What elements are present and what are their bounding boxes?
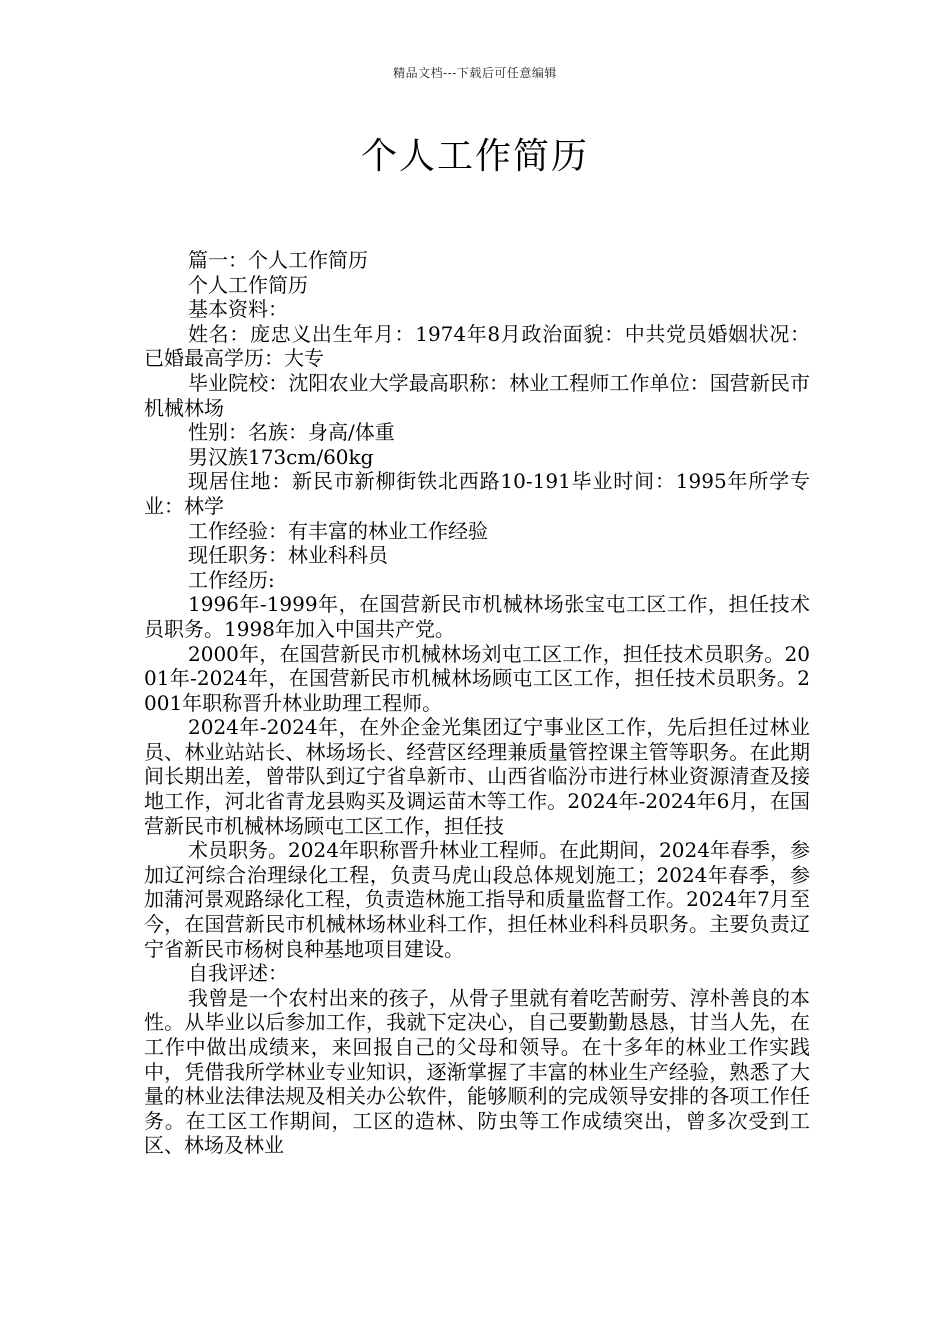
self-assessment-label: 自我评述：	[188, 961, 288, 986]
work-history-paragraph: 2000年，在国营新民市机械林场刘屯工区工作，担任技术员职务。2001年-2024年，在国营新民市机械林场顾屯工区工作，担任技术员职务。2001年职称晋升林业助理工程师。	[144, 641, 810, 715]
section-heading: 篇一：个人工作简历	[188, 248, 368, 272]
self-assessment-paragraph: 我曾是一个农村出来的孩子，从骨子里就有着吃苦耐劳、淳朴善良的本性。从毕业以后参加工作，我就下定决心，自己要勤勤恳恳，甘当人先，在工作中做出成绩来，来回报自己的父母和领导。在十多年的林业工作实践中，凭借我所学林业专业知识，逐渐掌握了丰富的林业生产经验，熟悉了大量的林业法律法规及相关办公软件，能够顺利的完成领导安排的各项工作任务。在工区工作期间，工区的造林、防虫等工作成绩突出，曾多次受到工区、林场及林业	[144, 985, 810, 1158]
attributes-value-line: 男汉族173cm/60kg	[188, 444, 374, 469]
document-body	[144, 248, 810, 1158]
work-history-paragraph: 1996年-1999年，在国营新民市机械林场张宝屯工区工作，担任技术员职务。1998年加入中国共产党。	[144, 592, 810, 641]
work-history-paragraph: 2024年-2024年，在外企金光集团辽宁事业区工作，先后担任过林业员、林业站站长、林场场长、经营区经理兼质量管控课主管等职务。在此期间长期出差，曾带队到辽宁省阜新市、山西省临汾市进行林业资源清查及接地工作，河北省青龙县购买及调运苗木等工作。2024年-2024年6月，在国营新民市机械林场顾屯工区工作，担任技	[144, 715, 810, 838]
work-history-label: 工作经历:	[188, 567, 275, 592]
work-history-paragraph: 术员职务。2024年职称晋升林业工程师。在此期间，2024年春季，参加辽河综合治理绿化工程，负责马虎山段总体规划施工；2024年春季，参加蒲河景观路绿化工程，负责造林施工指导和质量监督工作。2024年7月至今，在国营新民市机械林场林业科工作，担任林业科科员职务。主要负责辽宁省新民市杨树良种基地项目建设。	[144, 838, 810, 961]
address-info-line: 现居住地：新民市新柳街铁北西路10-191毕业时间：1995年所学专业：林学	[144, 469, 810, 518]
resume-title: 个人工作简历	[188, 272, 308, 297]
personal-info-line: 姓名：庞忠义出生年月：1974年8月政治面貌：中共党员婚姻状况：已婚最高学历：大专	[144, 321, 810, 371]
current-position-line: 现任职务：林业科科员	[188, 543, 388, 568]
attributes-label-line: 性别：名族：身高/体重	[188, 420, 395, 445]
education-info-line: 毕业院校：沈阳农业大学最高职称：林业工程师工作单位：国营新民市机械林场	[144, 370, 810, 420]
document-title: 个人工作简历	[360, 136, 589, 177]
header-note: 精品文档---下载后可任意编辑	[393, 66, 557, 80]
experience-summary-line: 工作经验：有丰富的林业工作经验	[188, 518, 488, 543]
basic-info-label: 基本资料：	[188, 297, 288, 322]
